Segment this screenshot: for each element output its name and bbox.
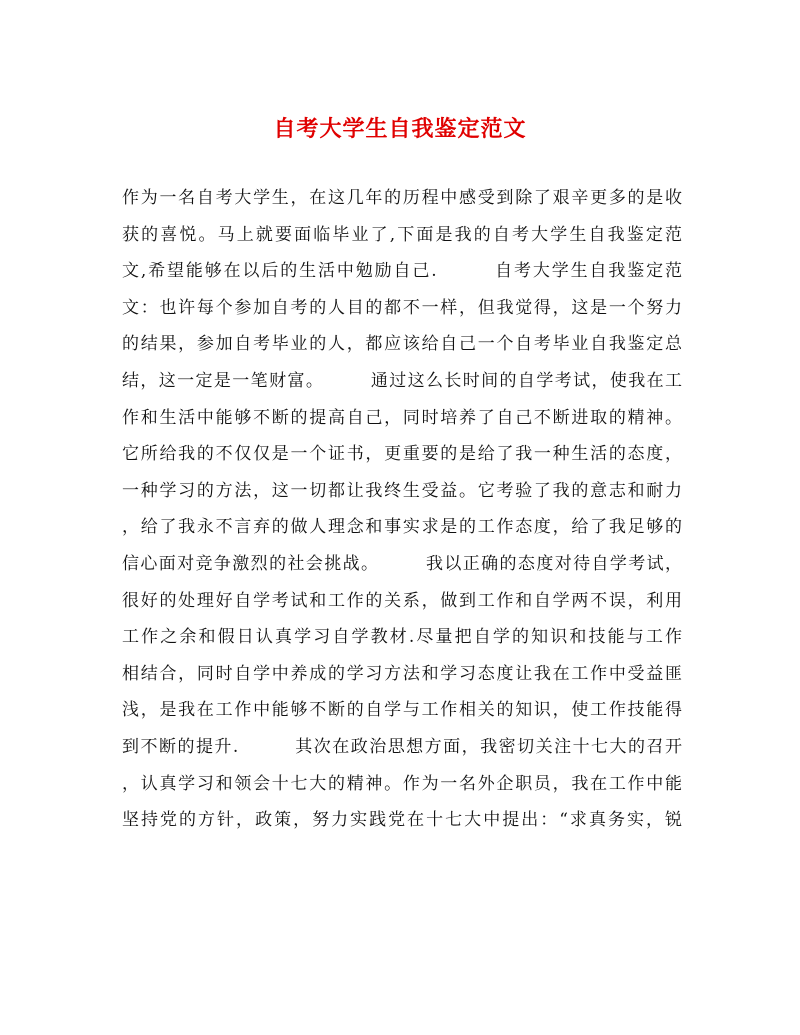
paragraph-line: 获的喜悦。马上就要面临毕业了,下面是我的自考大学生自我鉴定范 <box>122 224 682 245</box>
paragraph-line: 文,希望能够在以后的生活中勉励自己. 自考大学生自我鉴定范 <box>122 261 682 282</box>
paragraph-line: 浅，是我在工作中能够不断的自学与工作相关的知识，使工作技能得 <box>122 700 682 721</box>
paragraph-line: 工作之余和假日认真学习自学教材.尽量把自学的知识和技能与工作 <box>122 627 682 648</box>
paragraph-line: 它所给我的不仅仅是一个证书，更重要的是给了我一种生活的态度， <box>122 444 682 465</box>
paragraph-line: ，给了我永不言弃的做人理念和事实求是的工作态度，给了我足够的 <box>122 517 682 538</box>
paragraph-line: 作和生活中能够不断的提高自己，同时培养了自己不断进取的精神。 <box>122 407 682 428</box>
paragraph-line: 文：也许每个参加自考的人目的都不一样，但我觉得，这是一个努力 <box>122 297 682 318</box>
document-body <box>122 180 682 839</box>
paragraph-line: 结，这一定是一笔财富。 通过这么长时间的自学考试，使我在工 <box>122 370 682 391</box>
paragraph-line: 相结合，同时自学中养成的学习方法和学习态度让我在工作中受益匪 <box>122 663 682 684</box>
paragraph-line: 作为一名自考大学生，在这几年的历程中感受到除了艰辛更多的是收 <box>122 188 682 208</box>
paragraph-line: 一种学习的方法，这一切都让我终生受益。它考验了我的意志和耐力 <box>122 480 682 501</box>
paragraph-line: ，认真学习和领会十七大的精神。作为一名外企职员，我在工作中能 <box>122 773 682 794</box>
paragraph-line: 坚持党的方针，政策，努力实践党在十七大中提出：“求真务实，锐 <box>122 810 682 831</box>
paragraph-line: 信心面对竞争激烈的社会挑战。 我以正确的态度对待自学考试， <box>122 553 682 574</box>
document-title: 自考大学生自我鉴定范文 <box>273 116 527 142</box>
paragraph-line: 很好的处理好自学考试和工作的关系，做到工作和自学两不误，利用 <box>122 590 682 611</box>
paragraph-line: 的结果，参加自考毕业的人，都应该给自己一个自考毕业自我鉴定总 <box>122 334 682 355</box>
paragraph-line: 到不断的提升. 其次在政治思想方面，我密切关注十七大的召开 <box>122 736 682 757</box>
